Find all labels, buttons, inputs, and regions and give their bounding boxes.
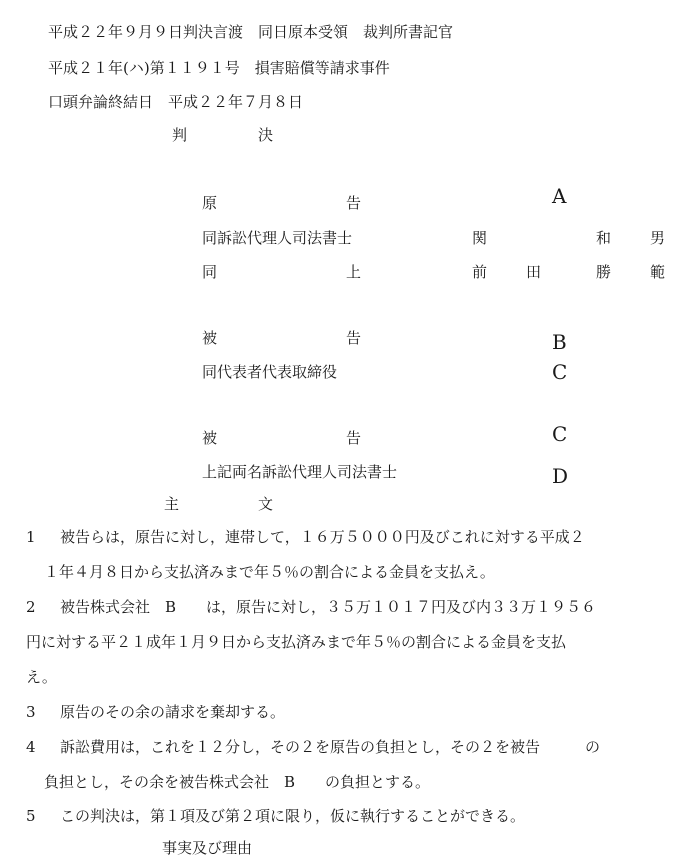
item-2-line-3: え。: [26, 668, 57, 686]
main-text-heading-char-2: 文: [258, 495, 274, 513]
plaintiff-agent-role: 同訴訟代理人司法書士: [202, 229, 353, 247]
item-5-line-1: この判決は，第１項及び第２項に限り，仮に執行することができる。: [60, 807, 526, 825]
second-agent-role-1: 同: [202, 263, 218, 281]
hearing-end-date-line: 口頭弁論終結日 平成２２年７月８日: [48, 93, 304, 111]
plaintiff-agent-name-3: 男: [650, 229, 666, 247]
title-char-2: 決: [258, 126, 274, 144]
item-3-line-1: 原告のその余の請求を棄却する。: [60, 703, 286, 721]
second-agent-role-2: 上: [346, 263, 362, 281]
second-agent-name-1: 前: [472, 263, 488, 281]
item-number-5: 5: [26, 807, 36, 825]
item-number-4: 4: [26, 738, 36, 756]
defendant2-label-2: 告: [346, 429, 362, 447]
item-1-line-2: １年４月８日から支払済みまで年５％の割合による金員を支払え。: [44, 563, 495, 581]
defendant1-label-1: 被: [202, 329, 218, 347]
title-char-1: 判: [172, 126, 188, 144]
defendant1-label-2: 告: [346, 329, 362, 347]
defendants-agent-name: D: [552, 464, 569, 488]
case-number-line: 平成２１年(ハ)第１１９１号 損害賠償等請求事件: [48, 59, 390, 77]
defendant2-name: C: [552, 422, 568, 446]
item-1-line-1: 被告らは，原告に対し，連帯して，１６万５０００円及びこれに対する平成２: [60, 528, 585, 546]
reasons-heading: 事実及び理由: [162, 839, 253, 857]
item-number-2: 2: [26, 598, 36, 616]
defendants-agent-role: 上記両名訴訟代理人司法書士: [202, 463, 398, 481]
judgment-date-line: 平成２２年９月９日判決言渡 同日原本受領 裁判所書記官: [48, 23, 454, 41]
defendant1-name: B: [552, 330, 567, 354]
second-agent-name-4: 範: [650, 263, 666, 281]
defendant2-label-1: 被: [202, 429, 218, 447]
second-agent-name-3: 勝: [596, 263, 612, 281]
plaintiff-name: A: [552, 184, 567, 208]
item-2-line-2: 円に対する平２１成年１月９日から支払済みまで年５％の割合による金員を支払: [26, 633, 567, 651]
main-text-heading-char-1: 主: [164, 495, 180, 513]
plaintiff-agent-name-2: 和: [596, 229, 612, 247]
item-4-line-1: 訴訟費用は，これを１２分し，その２を原告の負担とし，その２を被告 の: [60, 738, 601, 756]
plaintiff-label-2: 告: [346, 194, 362, 212]
plaintiff-agent-name-1: 関: [472, 229, 488, 247]
item-4-line-2: 負担とし，その余を被告株式会社 B の負担とする。: [44, 773, 431, 791]
item-number-3: 3: [26, 703, 36, 721]
item-2-line-1: 被告株式会社 B は，原告に対し，３５万１０１７円及び内３３万１９５６: [60, 598, 597, 616]
representative-role: 同代表者代表取締役: [202, 363, 338, 381]
second-agent-name-2: 田: [526, 263, 542, 281]
plaintiff-label-1: 原: [202, 194, 218, 212]
representative-name: C: [552, 360, 568, 384]
item-number-1: 1: [26, 528, 36, 546]
